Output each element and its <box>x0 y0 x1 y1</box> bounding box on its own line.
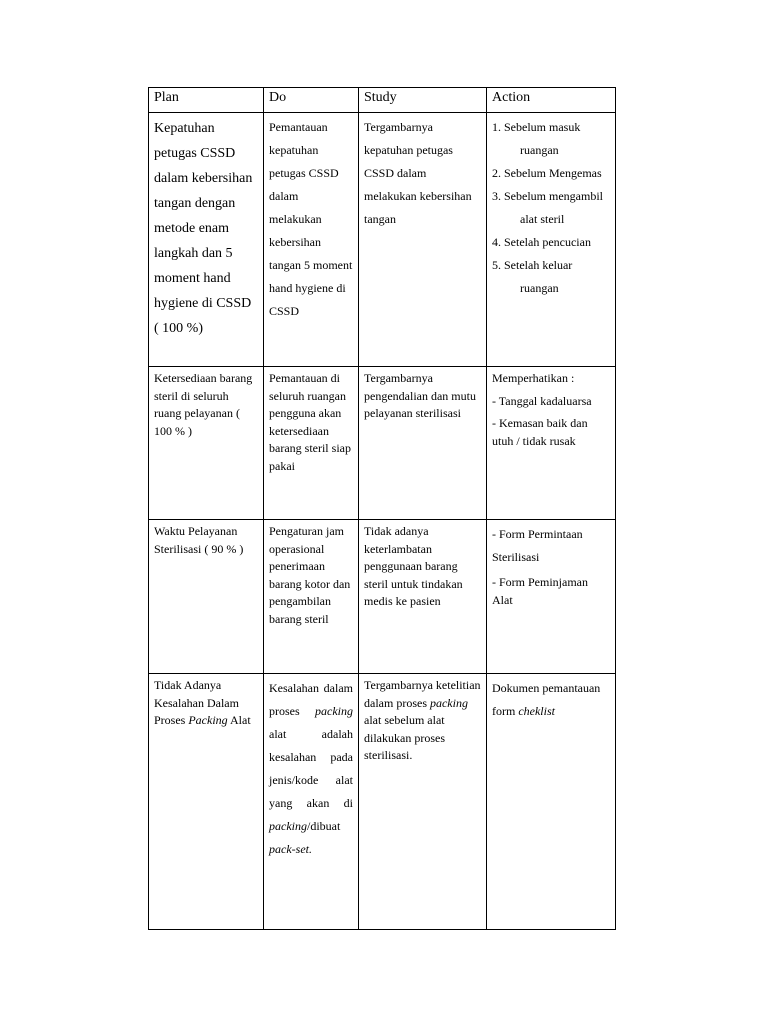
header-action: Action <box>487 88 616 113</box>
plan-text: Tidak Adanya Kesalahan Dalam Proses <box>154 678 239 727</box>
action-item: - Kemasan baik dan utuh / tidak rusak <box>492 416 588 448</box>
study-text: Tergambarnya pengendalian dan mutu pelayanan sterilisasi <box>364 371 476 420</box>
table-row <box>149 113 616 367</box>
action-item: Memperhatikan : <box>492 371 575 385</box>
do-cell <box>264 520 359 674</box>
action-item: 1. Sebelum masuk ruangan <box>492 120 581 157</box>
plan-cell <box>149 367 264 520</box>
action-item: - Form Peminjaman Alat <box>492 575 588 607</box>
action-cell <box>487 367 616 520</box>
plan-emphasis: Packing <box>188 713 228 727</box>
study-emphasis: packing <box>429 695 468 710</box>
study-cell <box>359 520 487 674</box>
action-item: 3. Sebelum mengambil alat steril <box>492 189 603 226</box>
plan-cell <box>149 674 264 930</box>
action-item: 2. Sebelum Mengemas <box>492 166 602 180</box>
do-cell <box>264 367 359 520</box>
do-text: Pengaturan jam operasional penerimaan barang kotor dan pengambilan barang steril <box>269 524 351 626</box>
table-header-row <box>149 88 616 113</box>
action-item: - Tanggal kadaluarsa <box>492 393 592 408</box>
table-row <box>149 520 616 674</box>
study-text: Tidak adanya keterlambatan penggunaan barang steril untuk tindakan medis ke pasien <box>364 524 463 608</box>
action-item: - Form Permintaan Sterilisasi <box>492 527 583 564</box>
do-text: /dibuat <box>307 819 341 833</box>
do-text: alat adalah kesalahan pada jenis/kode alat yang akan di <box>269 727 353 810</box>
do-text: Pemantauan kepatuhan petugas CSSD dalam melakukan kebersihan tangan 5 moment hand hygiene di CSSD <box>269 120 353 318</box>
study-text: Tergambarnya ketelitian dalam proses <box>364 678 481 710</box>
plan-text: Alat <box>227 713 251 727</box>
do-text: Pemantauan di seluruh ruangan pengguna akan ketersediaan barang steril siap pakai <box>269 371 351 473</box>
header-plan: Plan <box>149 88 264 113</box>
do-emphasis: packing <box>315 704 353 718</box>
action-item: 5. Setelah keluar ruangan <box>492 258 573 295</box>
do-paragraph <box>269 677 353 861</box>
do-cell <box>264 113 359 367</box>
header-study: Study <box>359 88 487 113</box>
action-item: 4. Setelah pencucian <box>492 235 591 249</box>
plan-text: Waktu Pelayanan Sterilisasi ( 90 % ) <box>154 524 244 556</box>
header-do: Do <box>264 88 359 113</box>
do-cell <box>264 674 359 930</box>
table-row <box>149 674 616 930</box>
plan-cell <box>149 520 264 674</box>
plan-text: Kepatuhan petugas CSSD dalam kebersihan tangan dengan metode enam langkah dan 5 moment hand hygiene di CSSD ( 100 %) <box>154 121 253 336</box>
action-cell <box>487 674 616 930</box>
do-emphasis: pack-set. <box>269 842 312 856</box>
plan-text: Ketersediaan barang steril di seluruh ruang pelayanan ( 100 % ) <box>154 371 253 438</box>
action-emphasis: cheklist <box>518 704 555 718</box>
do-emphasis: packing <box>269 819 307 833</box>
plan-cell <box>149 113 264 367</box>
study-text: alat sebelum alat dilakukan proses sterilisasi. <box>364 713 445 762</box>
study-cell <box>359 674 487 930</box>
table-row <box>149 367 616 520</box>
do-text: Kesalahan dalam proses <box>269 681 353 718</box>
action-text: Dokumen pemantauan form <box>492 681 601 718</box>
action-cell <box>487 113 616 367</box>
study-cell <box>359 367 487 520</box>
study-text: Tergambarnya kepatuhan petugas CSSD dalam melakukan kebersihan tangan <box>364 120 472 226</box>
pdsa-table <box>148 87 616 930</box>
study-cell <box>359 113 487 367</box>
action-cell <box>487 520 616 674</box>
